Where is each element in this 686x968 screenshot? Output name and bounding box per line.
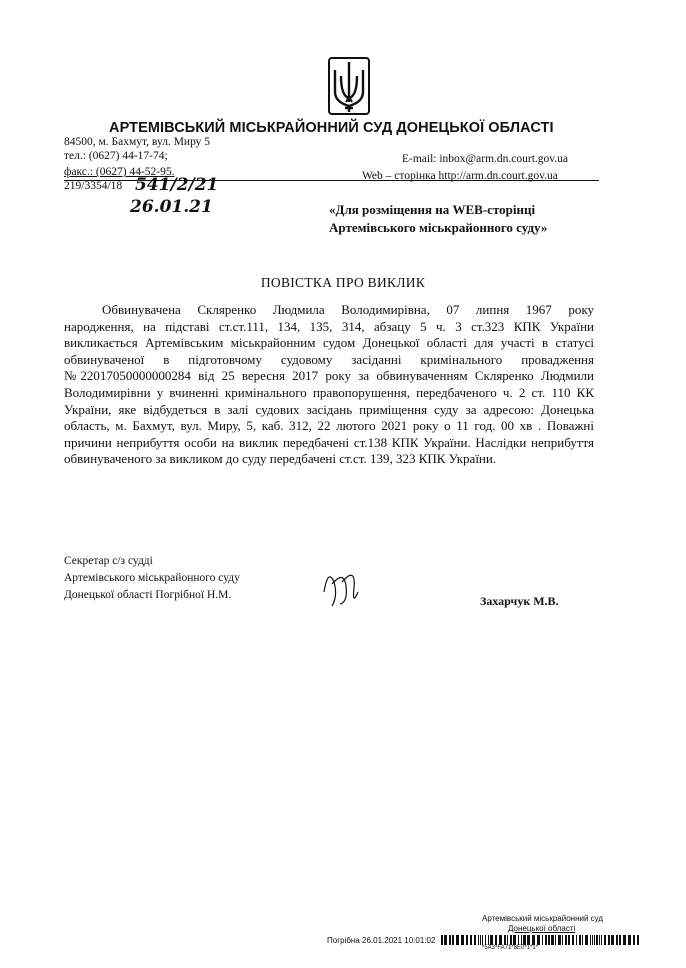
body-line: викликається Артемівським міськрайонним судом Донецької області для участі в статусі [64,335,594,351]
handwritten-signature [318,562,362,610]
secretary-court: Артемівського міськрайонного суду [64,572,240,584]
secretary-block [64,553,240,604]
court-web: Web – сторінка http://arm.dn.court.gov.ua [362,170,558,182]
summons-body [64,302,594,468]
body-line: №22017050000000284 від 25 вересня 2017 року за обвинуваченням Скляренко Людмили [64,368,594,384]
placement-note [329,201,547,237]
placement-note-line2: Артемівського міськрайонного суду» [329,220,548,235]
body-line: народження, на підставі ст.ст.111, 134, 135, 314, абзацу 5 ч. 3 ст.323 КПК України [64,318,594,334]
body-line: Обвинувачена Скляренко Людмила Володимирівна, 07 липня 1967 року [102,302,594,317]
secretary-region: Донецької області Погрібної Н.М. [64,589,232,601]
signer-name: Захарчук М.В. [480,594,559,608]
handwritten-number: 541/2/21 [135,175,219,195]
body-line: область, м. Бахмут, вул. Миру, 5, каб. 312, 22 лютого 2021 року о 11 год. 00 хв . Поважні [64,418,594,434]
placement-note-line1: «Для розміщення на WEB-сторінці [329,202,536,217]
stamp-court: Артемівський міськрайонний суд [482,914,604,923]
stamp-signer-time: Погрібна 26.01.2021 10:01:02 [327,936,436,945]
secretary-title: Секретар с/з судді [64,555,153,567]
body-line: України, яке відбудеться в залі судових засідань приміщення суду за адресою: Донецька [64,401,594,417]
body-line: причини неприбуття особи на виклик передбачені ст.138 КПК України. Наслідки неприбуття [64,434,594,450]
body-line: обвинуваченої в підготовчому судовому засіданні кримінального провадження [64,351,594,367]
court-email: E-mail: inbox@arm.dn.court.gov.ua [402,153,569,165]
barcode-text: *5A3*FA71*8E0*1*1* [482,945,539,951]
court-name: АРТЕМІВСЬКИЙ МІСЬКРАЙОННИЙ СУД ДОНЕЦЬКОЇ ОБЛАСТІ [109,120,554,136]
barcode-icon [441,935,639,945]
court-phone: тел.: (0627) 44-17-74; [64,150,168,162]
trident-emblem-icon [327,56,371,118]
handwritten-date: 26.01.21 [130,197,213,217]
court-fax: факс.: (0627) 44-52-95. [64,166,175,178]
body-line: обвинуваченого за викликом до суду передбачені ст.ст. 139, 323 КПК України. [64,451,497,467]
document-title: ПОВІСТКА ПРО ВИКЛИК [260,275,426,290]
case-number: 219/3354/18 [64,180,123,192]
court-address: 84500, м. Бахмут, вул. Миру 5 [64,136,211,148]
stamp-region: Донецької області [508,924,576,933]
body-line: Володимирівни у вчиненні кримінального правопорушення, передбаченого ч. 2 ст. 110 КК [64,384,594,400]
